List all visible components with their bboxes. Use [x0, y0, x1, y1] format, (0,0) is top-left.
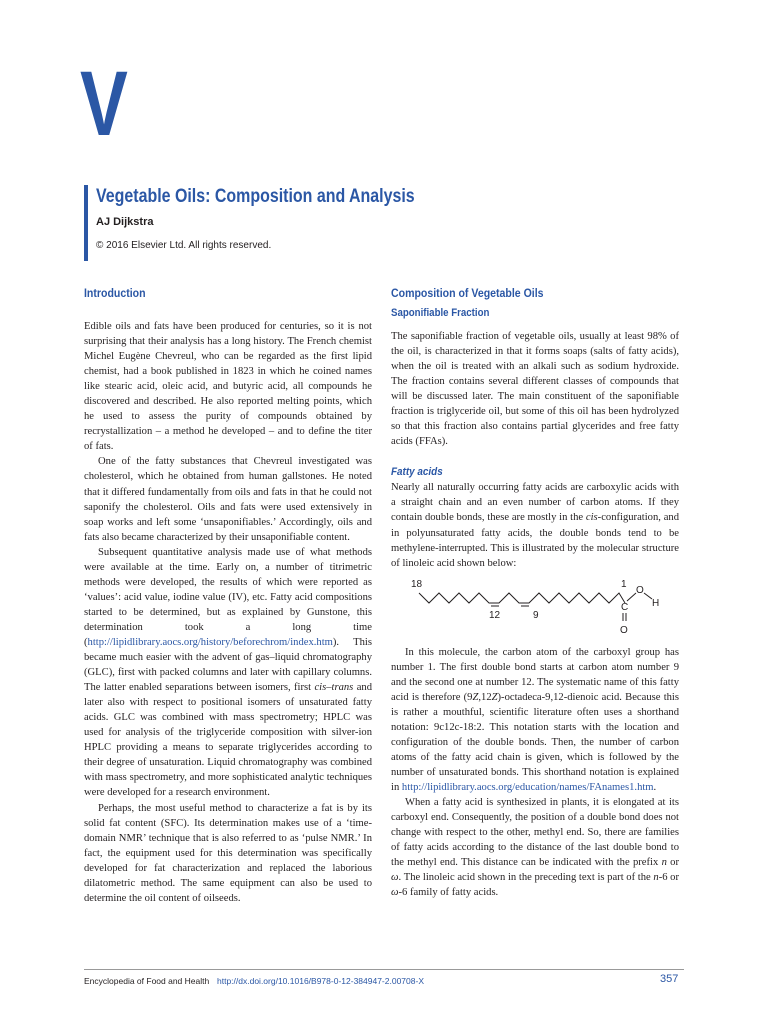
label-9: 9	[533, 609, 539, 621]
author: AJ Dijkstra	[96, 216, 154, 228]
intro-paragraph-4: Perhaps, the most useful method to characterize a fat is by its solid fat content (SFC). Its determination makes use of a ‘time-domain NMR’ technique that is also referred to as ‘pulse NMR.’ In fact, the equipment used for this determination was specifically developed for fat characterization and replaced the laborious dilatometric method. The same equipment can also be used to determine the oil content of oilseeds.	[84, 802, 372, 904]
fatty-acids-paragraph-3: When a fatty acid is synthesized in plants, it is elongated at its carboxyl end. Consequently, the position of a double bond does not change with respect to the other, methyl end. So, there are families of fatty acids according to the distance of the last double bond to the methyl end. This distance can be indicated with the prefix n or ω. The linoleic acid shown in the preceding text is part of the n-6 or ω-6 family of fatty acids.	[391, 797, 680, 899]
saponifiable-paragraph: The saponifiable fraction of vegetable oils, usually at least 98% of the oil, is characterized in that it forms soaps (salts of fatty acids), when the oil is treated with an alkali such as sodium hydroxide. The fraction contains several different classes of compounds that will be discussed later. The main constituent of the saponifiable fraction is triglyceride oil, but some of this oil has been hydrolyzed so that this fraction also contains partial glycerides and free fatty acids (FFAs).	[391, 331, 679, 448]
atom-hydroxyl-o: O	[636, 584, 644, 596]
carbon-chain	[419, 593, 625, 603]
introduction-heading: Introduction	[84, 286, 146, 300]
label-12: 12	[489, 609, 501, 621]
saponifiable-heading: Saponifiable Fraction	[391, 307, 490, 319]
composition-heading: Composition of Vegetable Oils	[391, 286, 544, 300]
intro-paragraph-1: Edible oils and fats have been produced for centuries, so it is not surprising that their analysis has a long history. The French chemist Michel Eugène Chevreul, who can be regarded as the first lipid chemist, had a book published in 1823 in which he coined names like stearic acid, oleic acid, and butyric acid, all compounds he discovered and described. He also reported melting points, which he used to assess the purity of compounds obtained by recrystallization – a method he developed – and to define the titer of fats.	[84, 321, 372, 453]
lipidlibrary-names-link[interactable]: http://lipidlibrary.aocs.org/education/names/FAnames1.htm	[401, 782, 654, 794]
left-column	[84, 285, 372, 906]
fatty-acids-paragraph-1: Nearly all naturally occurring fatty acids are carboxylic acids with a straight chain and an even number of carbon atoms. If they contain double bonds, these are mostly in the cis-configuration, and in polyunsaturated fatty acids, the double bonds tend to be methylene-interrupted. This is illustrated by the molecular structure of linoleic acid shown below:	[391, 482, 679, 569]
label-18: 18	[411, 578, 423, 590]
atom-carboxyl-c: C	[621, 601, 629, 613]
bond-c-o	[627, 593, 636, 601]
right-column	[391, 285, 679, 900]
linoleic-acid-structure	[391, 577, 679, 639]
section-letter: V	[80, 53, 128, 155]
atom-h: H	[652, 597, 660, 609]
footer-rule	[84, 969, 684, 970]
lipidlibrary-history-link[interactable]: http://lipidlibrary.aocs.org/history/beforechrom/index.htm	[87, 636, 333, 648]
page-number: 357	[660, 973, 679, 985]
article-title: Vegetable Oils: Composition and Analysis	[96, 186, 415, 207]
title-accent-bar	[84, 185, 88, 261]
footer-journal: Encyclopedia of Food and Health	[84, 976, 210, 986]
fatty-acids-heading: Fatty acids	[391, 466, 443, 479]
copyright: © 2016 Elsevier Ltd. All rights reserved.	[96, 240, 272, 251]
bond-o-h	[644, 593, 652, 599]
label-1: 1	[621, 578, 627, 590]
atom-carbonyl-o: O	[620, 624, 628, 636]
intro-paragraph-2: One of the fatty substances that Chevreul investigated was cholesterol, which he obtained from human gallstones. He noted that it differed fundamentally from oils and fats in that he could not saponify the cholesterol. Oils and fats were used extensively in soap works and left some ‘unsaponifiables.’ Accordingly, oils and fats also became characterized by their unsaponifiable content.	[84, 456, 372, 543]
footer-doi-link[interactable]: http://dx.doi.org/10.1016/B978-0-12-384947-2.00708-X	[217, 976, 424, 986]
intro-paragraph-3: Subsequent quantitative analysis made use of what methods were available at the time. Early on, a number of titrimetric methods were developed, the results of which were reported as ‘values’: acid value, iodine value (IV), etc. Fatty acid compositions started to be determined, but as explained by Gunstone, this determination took a long time (http://lipidlibrary.aocs.org/history/beforechrom/index.htm). This became much easier with the advent of gas–liquid chromatography (GLC), first with packed columns and later with capillary columns. The latter enabled separations between isomers, first cis–trans and later also with respect to positional isomers of unsaturated fatty acids. GLC was combined with mass spectrometry; HPLC was used for analysis of the triglyceride composition with silver-ion HPLC providing a means to separate triglycerides according to their degree of unsaturation. Liquid chromatography was combined with mass spectrometry, and more sophisticated analytic techniques were developed for a research environment.	[84, 546, 372, 799]
fatty-acids-paragraph-2: In this molecule, the carbon atom of the carboxyl group has number 1. The first double bond starts at carbon atom number 9 and the second one at number 12. The systematic name of this fatty acid is therefore (9Z,12Z)-octadeca-9,12-dienoic acid. Because this is rather a mouthful, scientific literature often uses a shorthand notation: 9c12c-18:2. This notation starts with the location and configuration of the double bonds. Then, the number of carbon atoms of the fatty acid chain is given, which is followed by the number of unsaturated bonds. This shorthand notation is explained in http://lipidlibrary.aocs.org/education/names/FAnames1.htm.	[391, 646, 679, 794]
